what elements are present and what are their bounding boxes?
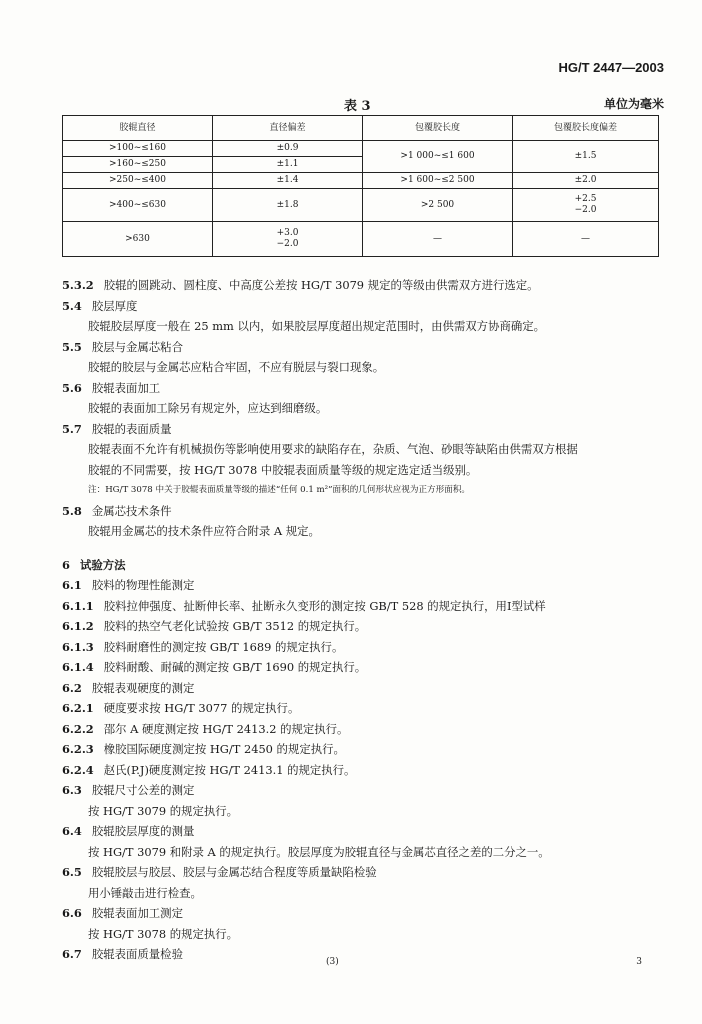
clause-text: 胶辊胶层与胶层、胶层与金属芯结合程度等质量缺陷检验 (91, 865, 377, 879)
paragraph-line (62, 439, 658, 460)
clause-text: 金属芯技术条件 (91, 503, 172, 518)
clause-number: 6.1.2 (62, 619, 94, 633)
clause-text: 胶辊表面质量检验 (91, 947, 183, 961)
clause-heading (62, 296, 658, 317)
page-number-center: (3) (326, 957, 339, 967)
clause-number: 5.5 (62, 339, 82, 354)
paragraph-line (62, 357, 658, 378)
cell-length-deviation: — (513, 222, 659, 257)
cell-cover-length: >1 600~≤2 500 (363, 173, 513, 189)
tolerance-table (62, 115, 659, 257)
note-text: 注：HG/T 3078 中关于胶辊表面质量等级的描述“任何 0.1 m²”面积的几何形状应视为正方形面积。 (88, 485, 471, 495)
clause-text: 胶料的物理性能测定 (91, 578, 195, 592)
clause-text: 胶料耐酸、耐碱的测定按 GB/T 1690 的规定执行。 (103, 660, 367, 674)
clause-heading (62, 903, 658, 924)
clause-heading (62, 698, 658, 719)
table-row (63, 173, 659, 189)
section-number: 6 (62, 557, 70, 572)
clause-text: 胶辊尺寸公差的测定 (91, 783, 195, 797)
clause-number: 6.1.1 (62, 598, 94, 613)
clause-text: 胶辊表面加工测定 (91, 906, 183, 920)
clause-number: 6.2.4 (62, 762, 94, 777)
clause-heading (62, 719, 658, 740)
clause-number: 6.4 (62, 824, 82, 838)
clause-text: 胶料耐磨性的测定按 GB/T 1689 的规定执行。 (103, 639, 344, 654)
col-header-cover-length: 包覆胶长度 (363, 116, 513, 141)
clause-number: 6.2.1 (62, 701, 94, 715)
paragraph-text: 胶辊胶层厚度一般在 25 mm 以内，如果胶层厚度超出规定范围时，由供需双方协商确定。 (88, 319, 546, 333)
clause-number: 6.1 (62, 578, 82, 592)
clause-heading (62, 637, 658, 658)
col-header-diameter: 胶辊直径 (63, 116, 213, 141)
cell-cover-length: >1 000~≤1 600 (363, 141, 513, 173)
clause-text: 胶料拉伸强度、扯断伸长率、扯断永久变形的测定按 GB/T 528 的规定执行，用Ⅰ型试样 (103, 598, 546, 613)
cell-diameter-deviation: ±1.8 (213, 189, 363, 222)
clause-heading (62, 739, 658, 760)
clause-number: 5.3.2 (62, 278, 94, 292)
cell-diameter-deviation: ±1.4 (213, 173, 363, 189)
section-title: 试验方法 (79, 557, 126, 572)
paragraph-text: 按 HG/T 3078 的规定执行。 (88, 926, 239, 941)
clause-heading (62, 596, 658, 617)
clause-number: 6.5 (62, 865, 82, 879)
cell-diameter: >250~≤400 (63, 173, 213, 189)
clause-number: 6.1.3 (62, 639, 94, 654)
clause-heading (62, 780, 658, 801)
deviation-plus: +2.5 (574, 194, 597, 205)
clause-number: 6.3 (62, 783, 82, 797)
clause-text: 胶辊表面加工 (91, 380, 161, 395)
paragraph-text: 胶辊的表面加工除另有规定外，应达到细磨级。 (88, 401, 328, 415)
clause-heading (62, 275, 658, 296)
clause-text: 邵尔 A 硬度测定按 HG/T 2413.2 的规定执行。 (103, 721, 349, 736)
paragraph-text: 用小锤敲击进行检查。 (88, 885, 202, 900)
clause-text: 胶辊的表面质量 (91, 421, 172, 436)
clause-heading (62, 862, 658, 883)
paragraph-text: 胶辊表面不允许有机械损伤等影响使用要求的缺陷存在，杂质、气泡、砂眼等缺陷由供需双方根据 (88, 442, 578, 456)
table-row (63, 141, 659, 157)
clause-text: 胶辊胶层厚度的测量 (91, 824, 195, 838)
clause-number: 5.8 (62, 503, 82, 518)
clause-text: 橡胶国际硬度测定按 HG/T 2450 的规定执行。 (103, 742, 345, 756)
paragraph-line (62, 883, 658, 904)
table-row (63, 189, 659, 222)
clause-heading (62, 616, 658, 637)
clause-heading (62, 657, 658, 678)
clause-heading (62, 501, 658, 522)
deviation-minus: −2.0 (276, 239, 299, 249)
clause-heading (62, 678, 658, 699)
deviation-plus: +3.0 (276, 228, 299, 239)
table-title: 表 3 (344, 99, 371, 114)
col-header-length-deviation: 包覆胶长度偏差 (513, 116, 659, 141)
note-line (62, 480, 658, 501)
page-number-right: 3 (636, 957, 642, 967)
stacked-deviation (213, 228, 362, 250)
clause-number: 5.7 (62, 421, 82, 436)
paragraph-text: 按 HG/T 3079 的规定执行。 (88, 803, 239, 818)
paragraph-line (62, 924, 658, 945)
cell-diameter-deviation: ±1.1 (213, 157, 363, 173)
section-heading (62, 555, 658, 576)
paragraph-line (62, 460, 658, 481)
document-body (62, 275, 658, 965)
stacked-deviation (513, 194, 658, 216)
paragraph-line (62, 398, 658, 419)
clause-number: 6.6 (62, 906, 82, 920)
clause-heading (62, 760, 658, 781)
clause-number: 6.2.3 (62, 742, 94, 756)
cell-length-deviation: ±2.0 (513, 173, 659, 189)
cell-cover-length: >2 500 (363, 189, 513, 222)
section-gap (62, 542, 658, 555)
clause-text: 赵氏(P.J)硬度测定按 HG/T 2413.1 的规定执行。 (103, 762, 356, 777)
standard-code-header: HG/T 2447—2003 (558, 60, 664, 75)
clause-heading (62, 944, 658, 965)
cell-diameter-deviation (213, 222, 363, 257)
cell-diameter: >100~≤160 (63, 141, 213, 157)
paragraph-text: 胶辊的胶层与金属芯应粘合牢固，不应有脱层与裂口现象。 (88, 360, 385, 374)
cell-cover-length: — (363, 222, 513, 257)
cell-diameter: >630 (63, 222, 213, 257)
clause-text: 胶层厚度 (91, 298, 138, 313)
clause-text: 胶辊表观硬度的测定 (91, 680, 195, 695)
clause-text: 胶料的热空气老化试验按 GB/T 3512 的规定执行。 (103, 619, 367, 633)
clause-heading (62, 419, 658, 440)
paragraph-line (62, 316, 658, 337)
paragraph-line (62, 521, 658, 542)
clause-text: 胶层与金属芯粘合 (91, 339, 183, 354)
clause-heading (62, 378, 658, 399)
cell-diameter: >400~≤630 (63, 189, 213, 222)
clause-heading (62, 337, 658, 358)
cell-length-deviation: ±1.5 (513, 141, 659, 173)
table-row (63, 222, 659, 257)
clause-number: 5.6 (62, 380, 82, 395)
deviation-minus: −2.0 (574, 205, 597, 215)
clause-number: 6.1.4 (62, 660, 94, 674)
clause-number: 6.7 (62, 947, 82, 961)
clause-heading (62, 821, 658, 842)
clause-number: 5.4 (62, 298, 82, 313)
clause-number: 6.2 (62, 680, 82, 695)
cell-diameter: >160~≤250 (63, 157, 213, 173)
paragraph-line (62, 842, 658, 863)
cell-length-deviation (513, 189, 659, 222)
cell-diameter-deviation: ±0.9 (213, 141, 363, 157)
clause-text: 硬度要求按 HG/T 3077 的规定执行。 (103, 701, 300, 715)
table-header-row (63, 116, 659, 141)
table-unit: 单位为毫米 (603, 97, 664, 111)
paragraph-text: 按 HG/T 3079 和附录 A 的规定执行。胶层厚度为胶辊直径与金属芯直径之差的二分之一。 (88, 844, 550, 859)
paragraph-line (62, 801, 658, 822)
clause-number: 6.2.2 (62, 721, 94, 736)
clause-text: 胶辊的圆跳动、圆柱度、中高度公差按 HG/T 3079 规定的等级由供需双方进行选定。 (103, 278, 539, 292)
paragraph-text: 胶辊的不同需要，按 HG/T 3078 中胶辊表面质量等级的规定选定适当级别。 (88, 462, 478, 477)
paragraph-text: 胶辊用金属芯的技术条件应符合附录 A 规定。 (88, 524, 320, 538)
col-header-diameter-deviation: 直径偏差 (213, 116, 363, 141)
clause-heading (62, 575, 658, 596)
